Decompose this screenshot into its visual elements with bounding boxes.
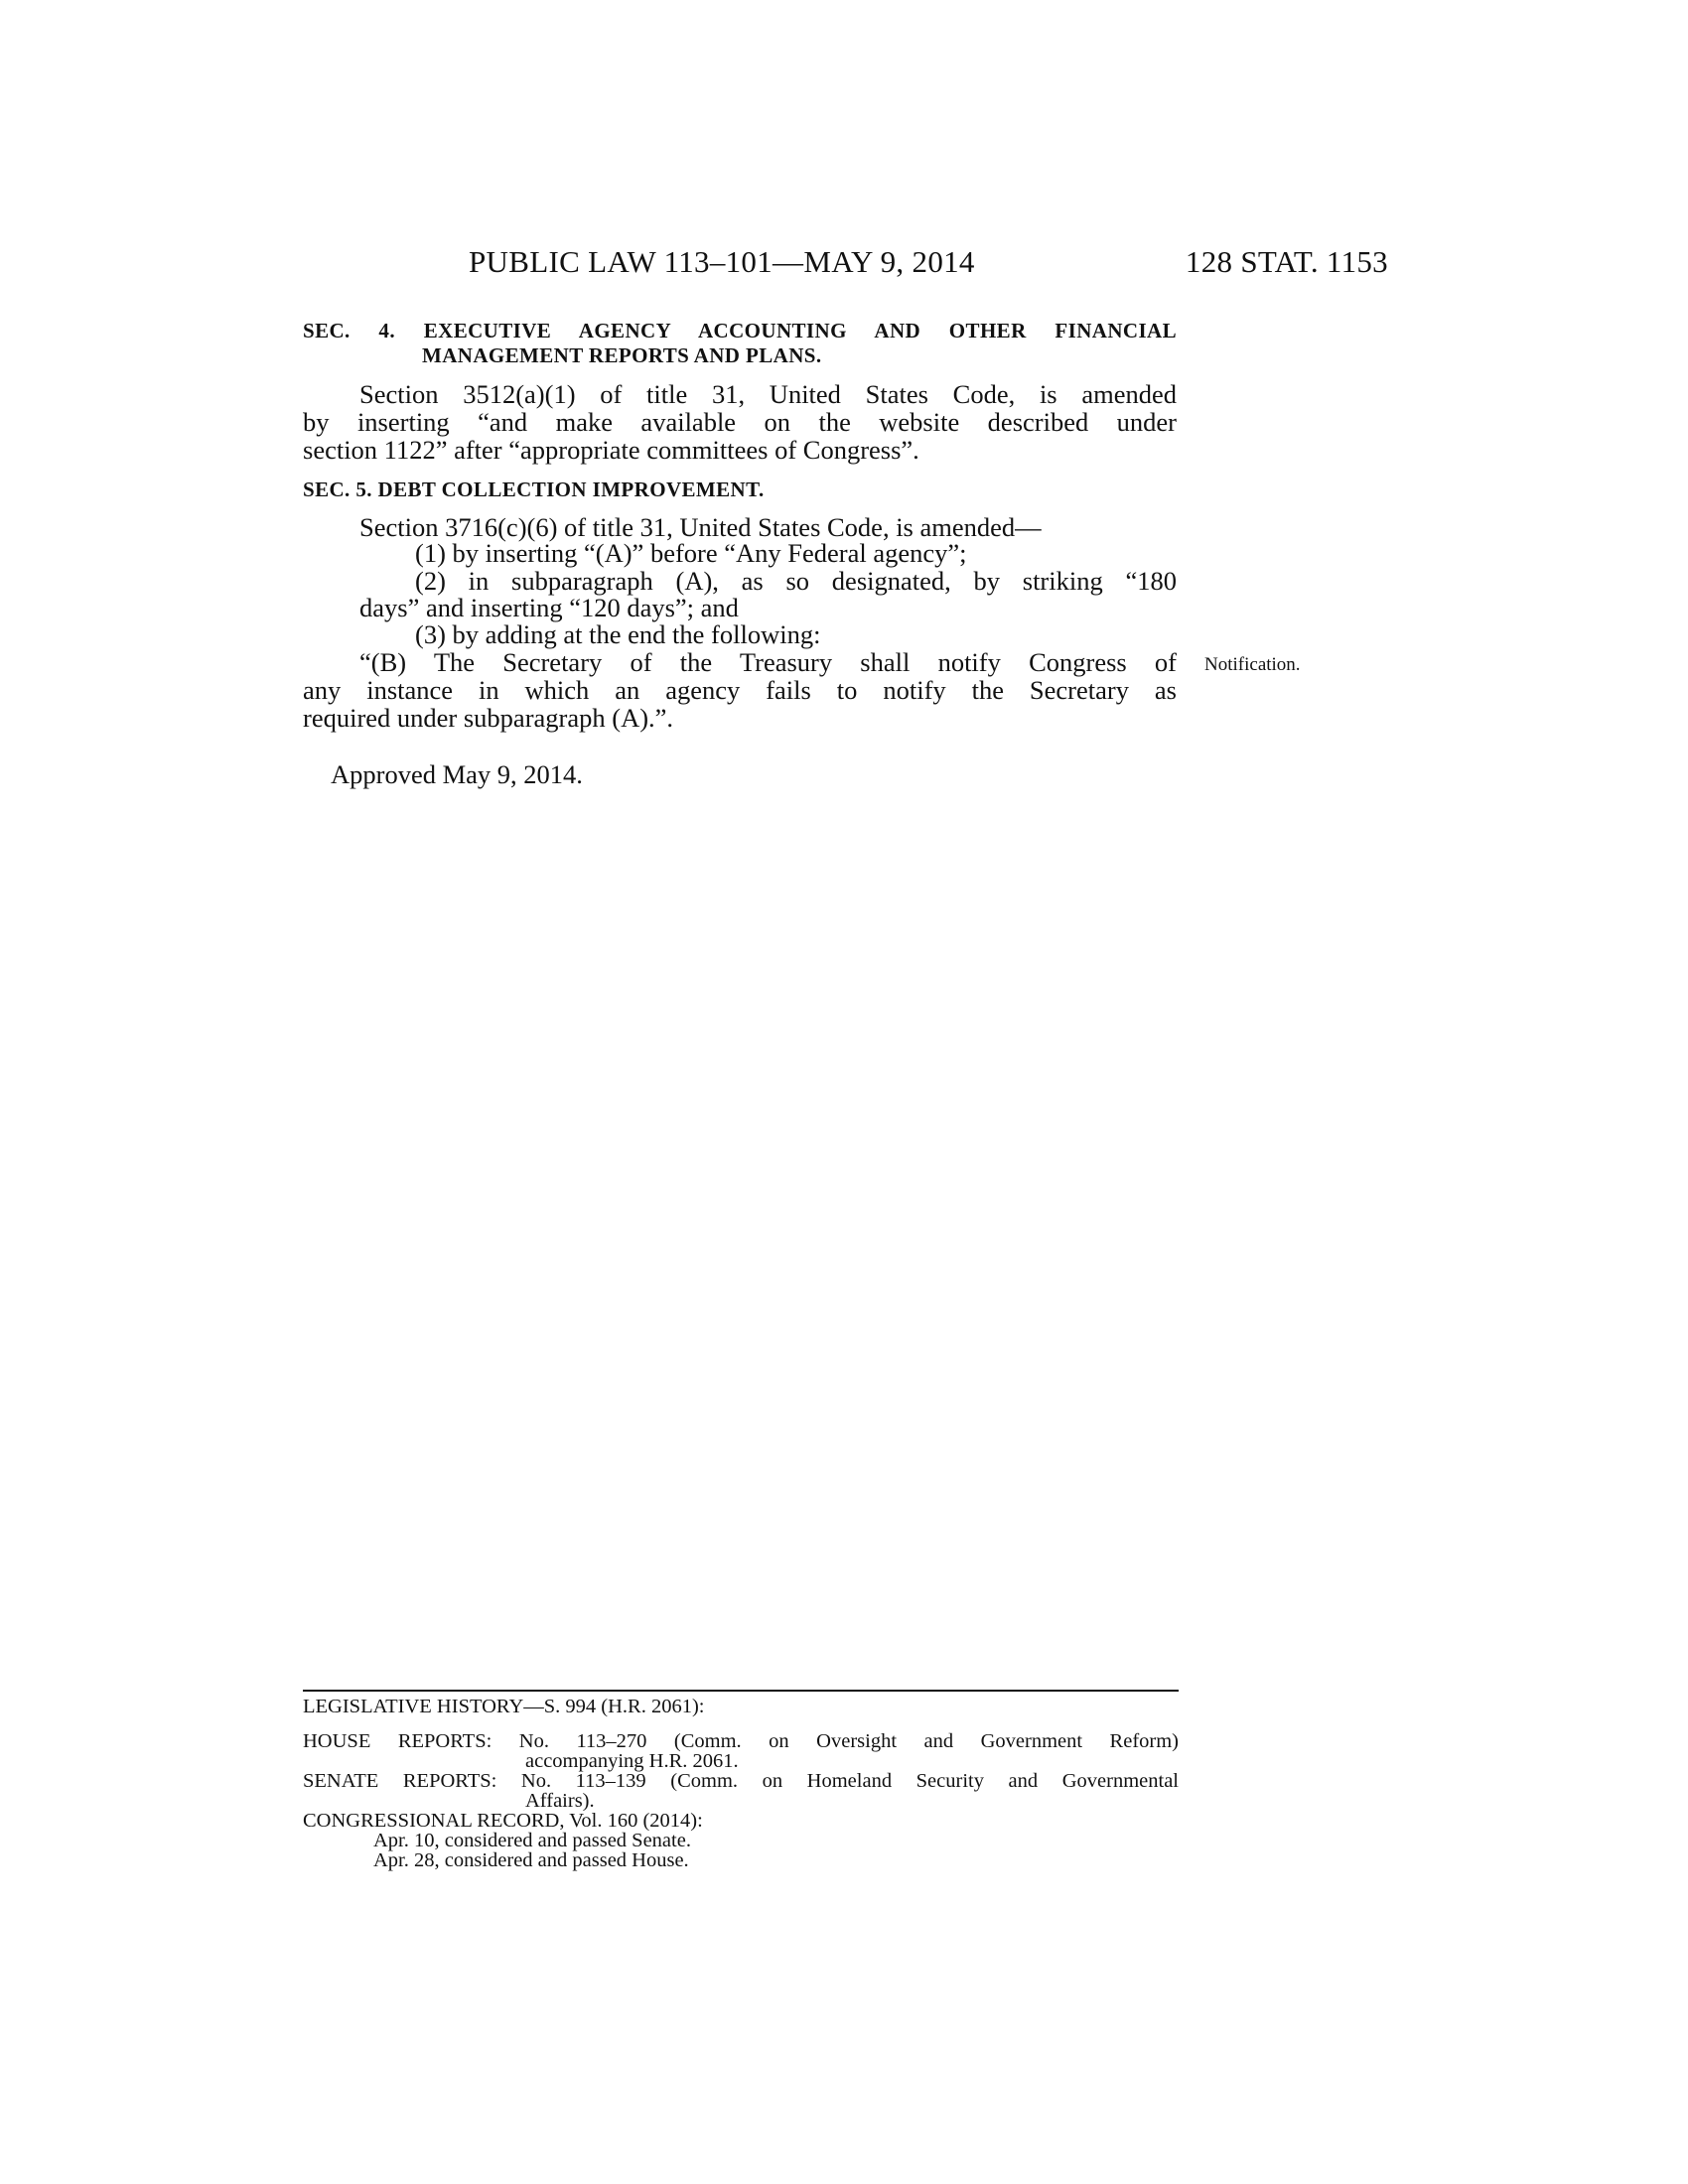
page-title: PUBLIC LAW 113–101—MAY 9, 2014 [469,244,975,279]
house-reports-cont: accompanying H.R. 2061. [525,1750,739,1772]
sec4-heading-line1: SEC. 4. EXECUTIVE AGENCY ACCOUNTING AND OTHER FINANCIAL [303,319,1177,342]
sec5-heading: SEC. 5. DEBT COLLECTION IMPROVEMENT. [303,478,765,501]
sec4-heading-line2: MANAGEMENT REPORTS AND PLANS. [422,343,822,367]
congressional-record: CONGRESSIONAL RECORD, Vol. 160 (2014): [303,1810,703,1832]
stat-citation: 128 STAT. 1153 [1185,244,1388,279]
sec4-body-line: by inserting “and make available on the website described under [303,407,1177,437]
sec5-item-2-cont: days” and inserting “120 days”; and [359,593,739,622]
sec5-intro: Section 3716(c)(6) of title 31, United States Code, is amended— [359,512,1042,542]
senate-reports: SENATE REPORTS: No. 113–139 (Comm. on Homeland Security and Governmental [303,1770,1179,1792]
legislative-history-title: LEGISLATIVE HISTORY—S. 994 (H.R. 2061): [303,1696,705,1717]
sec5-item-1: (1) by inserting “(A)” before “Any Federal agency”; [415,538,967,568]
approval-date: Approved May 9, 2014. [331,759,583,789]
house-reports: HOUSE REPORTS: No. 113–270 (Comm. on Oversight and Government Reform) [303,1730,1179,1752]
divider-rule [303,1690,1179,1692]
record-item: Apr. 10, considered and passed Senate. [373,1830,691,1851]
quoted-text-line: required under subparagraph (A).”. [303,703,674,733]
running-head [302,244,1388,286]
sec4-body-line: section 1122” after “appropriate committees of Congress”. [303,435,919,465]
record-item: Apr. 28, considered and passed House. [373,1849,689,1871]
margin-note: Notification. [1204,654,1301,675]
sec5-item-2: (2) in subparagraph (A), as so designated, by striking “180 [415,566,1177,596]
quoted-text-line: “(B) The Secretary of the Treasury shall notify Congress of [359,647,1177,677]
sec4-body-line: Section 3512(a)(1) of title 31, United States Code, is amended [359,379,1177,409]
sec5-item-3: (3) by adding at the end the following: [415,619,821,649]
quoted-text-line: any instance in which an agency fails to notify the Secretary as [303,675,1177,705]
senate-reports-cont: Affairs). [525,1790,595,1812]
